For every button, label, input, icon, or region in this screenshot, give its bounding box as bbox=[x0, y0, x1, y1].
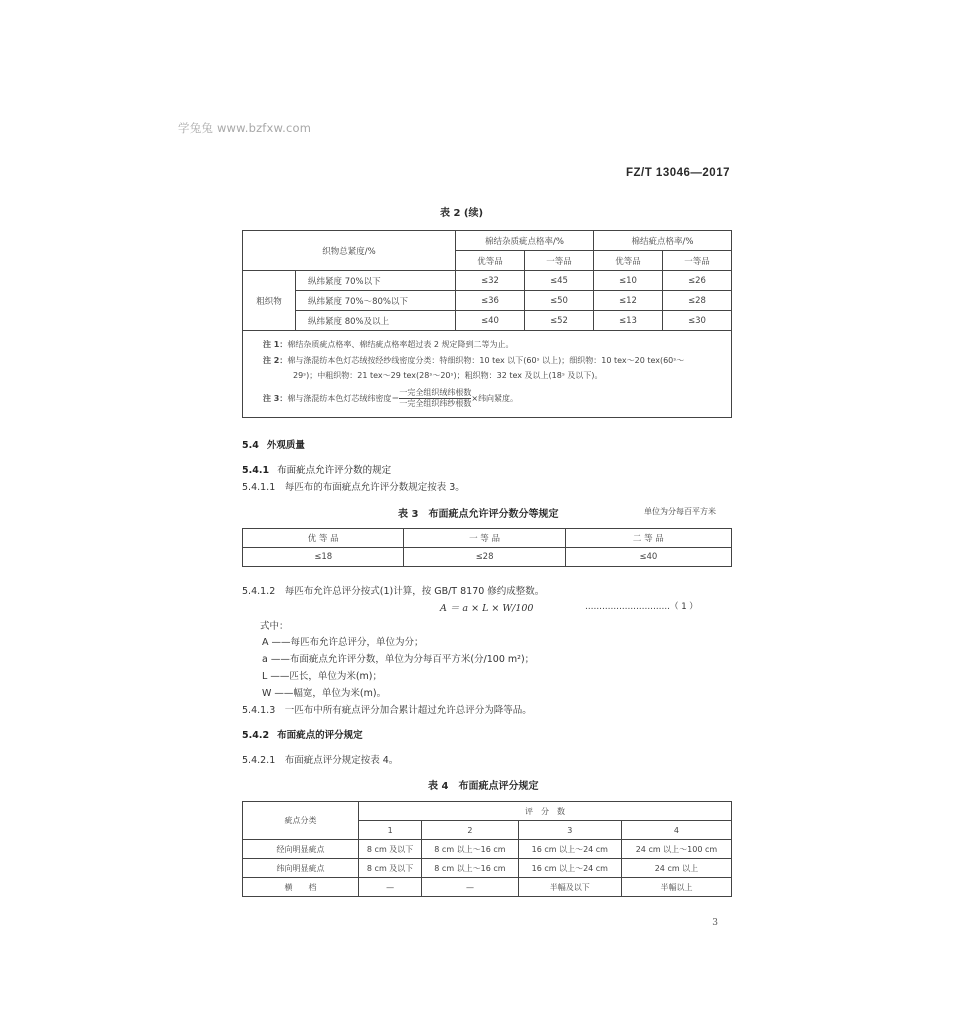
page-number: 3 bbox=[712, 918, 718, 928]
table2-cell: ≤12 bbox=[594, 291, 663, 311]
table2-header-tightness: 织物总紧度/% bbox=[243, 231, 456, 271]
table3-header: 二 等 品 bbox=[565, 529, 731, 548]
table3-header: 一 等 品 bbox=[404, 529, 565, 548]
table4-col: 4 bbox=[621, 821, 731, 840]
formula-number: …………………………（ 1 ） bbox=[585, 602, 698, 612]
table2-row-label: 纵纬紧度 70%以下 bbox=[296, 271, 456, 291]
note1-text: 棉结杂质疵点格率、棉结疵点格率超过表 2 规定降到二等为止。 bbox=[287, 340, 514, 349]
table2-grade-b: 一等品 bbox=[663, 251, 732, 271]
definition-item: A ——每匹布允许总评分，单位为分； bbox=[262, 637, 424, 648]
table2-cell: ≤32 bbox=[456, 271, 525, 291]
where-label: 式中： bbox=[260, 621, 289, 632]
section-title: 布面疵点的评分规定 bbox=[277, 730, 363, 741]
table4-cell: 24 cm 以上～100 cm bbox=[621, 840, 731, 859]
table4-cell: 半幅及以下 bbox=[518, 878, 621, 897]
table4-cell: — bbox=[359, 878, 422, 897]
note3-label: 注 3： bbox=[263, 393, 288, 403]
standard-number: FZ/T 13046—2017 bbox=[625, 167, 730, 179]
table2-notes bbox=[243, 331, 732, 418]
section-5-4-1 bbox=[242, 462, 391, 476]
note2-text: 棉与涤混纺本色灯芯绒按经纱线密度分类：特细织物：10 tex 以下(60ˢ 以上)；细织物：10 tex～20 tex(60ˢ～ bbox=[287, 355, 685, 365]
note3-suffix: ×纬向紧度。 bbox=[471, 393, 519, 403]
table3-unit: 单位为分每百平方米 bbox=[644, 507, 716, 516]
table2-grade-a: 优等品 bbox=[594, 251, 663, 271]
section-5-4 bbox=[242, 437, 313, 451]
table4-cell: 半幅以上 bbox=[621, 878, 731, 897]
table2-header-group2: 棉结疵点格率/% bbox=[594, 231, 732, 251]
section-title: 布面疵点允许评分数的规定 bbox=[277, 465, 392, 476]
table-row bbox=[243, 878, 732, 897]
section-number: 5.4.1 bbox=[242, 465, 270, 476]
watermark: 学兔兔 www.bzfxw.com bbox=[178, 121, 312, 135]
note3-numerator: 一完全组织绒纬根数 bbox=[399, 387, 472, 397]
table4-col: 1 bbox=[359, 821, 422, 840]
table2-grade-b: 一等品 bbox=[525, 251, 594, 271]
table3-header: 优 等 品 bbox=[243, 529, 404, 548]
paragraph-5-4-1-2: 5.4.1.2 每匹布允许总评分按式(1)计算，按 GB/T 8170 修约成整数。 bbox=[242, 586, 545, 597]
table-row bbox=[243, 291, 732, 311]
table3-cell: ≤18 bbox=[243, 548, 404, 567]
table4 bbox=[242, 801, 732, 897]
table4-cell: 16 cm 以上～24 cm bbox=[518, 840, 621, 859]
paragraph-5-4-2-1: 5.4.2.1 布面疵点评分规定按表 4。 bbox=[242, 755, 399, 766]
formula: A ＝ a × L × W/100 bbox=[440, 603, 534, 614]
section-number: 5.4.2 bbox=[242, 730, 270, 741]
table2-group-label: 粗织物 bbox=[243, 271, 296, 331]
table4-row-label: 纬向明显疵点 bbox=[243, 859, 359, 878]
table4-cell: 8 cm 以上～16 cm bbox=[422, 859, 518, 878]
table2-row-label: 纵纬紧度 70%～80%以下 bbox=[296, 291, 456, 311]
note3-prefix: 棉与涤混纺本色灯芯绒纬密度＝ bbox=[287, 393, 400, 403]
table-row bbox=[243, 840, 732, 859]
definition-item: a ——布面疵点允许评分数，单位为分每百平方米(分/100 m²)； bbox=[262, 654, 535, 665]
table2-cell: ≤52 bbox=[525, 311, 594, 331]
table2-cell: ≤28 bbox=[663, 291, 732, 311]
note1-label: 注 1： bbox=[263, 340, 288, 349]
table4-cell: 24 cm 以上 bbox=[621, 859, 731, 878]
table4-col: 2 bbox=[422, 821, 518, 840]
table2 bbox=[242, 230, 732, 418]
table4-row-label: 横 档 bbox=[243, 878, 359, 897]
table4-cell: 8 cm 及以下 bbox=[359, 840, 422, 859]
section-5-4-2 bbox=[242, 727, 371, 741]
section-title: 外观质量 bbox=[266, 440, 305, 451]
table3-cell: ≤28 bbox=[404, 548, 565, 567]
paragraph-5-4-1-3: 5.4.1.3 一匹布中所有疵点评分加合累计超过允许总评分为降等品。 bbox=[242, 705, 532, 716]
table4-header-type: 疵点分类 bbox=[243, 802, 359, 840]
table4-cell: — bbox=[422, 878, 518, 897]
table2-header-group1: 棉结杂质疵点格率/% bbox=[456, 231, 594, 251]
table2-cell: ≤10 bbox=[594, 271, 663, 291]
table2-cell: ≤45 bbox=[525, 271, 594, 291]
table2-cell: ≤40 bbox=[456, 311, 525, 331]
table4-cell: 8 cm 以上～16 cm bbox=[422, 840, 518, 859]
table3-caption: 表 3 布面疵点允许评分数分等规定 bbox=[398, 509, 559, 520]
section-number: 5.4 bbox=[242, 440, 259, 451]
table-row bbox=[243, 271, 732, 291]
table-row bbox=[243, 311, 732, 331]
table-row bbox=[243, 859, 732, 878]
table3-cell: ≤40 bbox=[565, 548, 731, 567]
table4-header-score: 评 分 数 bbox=[359, 802, 732, 821]
paragraph-5-4-1-1: 5.4.1.1 每匹布的布面疵点允许评分数规定按表 3。 bbox=[242, 482, 465, 493]
definition-item: L ——匹长，单位为米(m)； bbox=[262, 671, 382, 682]
definition-item: W ——幅宽，单位为米(m)。 bbox=[262, 688, 387, 699]
table2-cell: ≤30 bbox=[663, 311, 732, 331]
table3 bbox=[242, 528, 732, 567]
note3-denominator: 一完全组织纬纱根数 bbox=[399, 398, 472, 408]
table4-caption: 表 4 布面疵点评分规定 bbox=[428, 781, 539, 792]
table2-cell: ≤36 bbox=[456, 291, 525, 311]
table-row bbox=[243, 548, 732, 567]
table2-cell: ≤13 bbox=[594, 311, 663, 331]
table2-row-label: 纵纬紧度 80%及以上 bbox=[296, 311, 456, 331]
note3-fraction bbox=[399, 388, 471, 409]
table2-cell: ≤50 bbox=[525, 291, 594, 311]
table2-grade-a: 优等品 bbox=[456, 251, 525, 271]
table2-cell: ≤26 bbox=[663, 271, 732, 291]
table4-cell: 8 cm 及以下 bbox=[359, 859, 422, 878]
table2-caption: 表 2 (续) bbox=[440, 208, 484, 219]
note2-continued: 29ˢ)；中粗织物：21 tex～29 tex(28ˢ～20ˢ)；粗织物：32 tex 及以上(18ˢ 及以下)。 bbox=[293, 371, 603, 380]
table4-cell: 16 cm 以上～24 cm bbox=[518, 859, 621, 878]
note2-label: 注 2： bbox=[263, 355, 288, 365]
table4-col: 3 bbox=[518, 821, 621, 840]
table4-row-label: 经向明显疵点 bbox=[243, 840, 359, 859]
